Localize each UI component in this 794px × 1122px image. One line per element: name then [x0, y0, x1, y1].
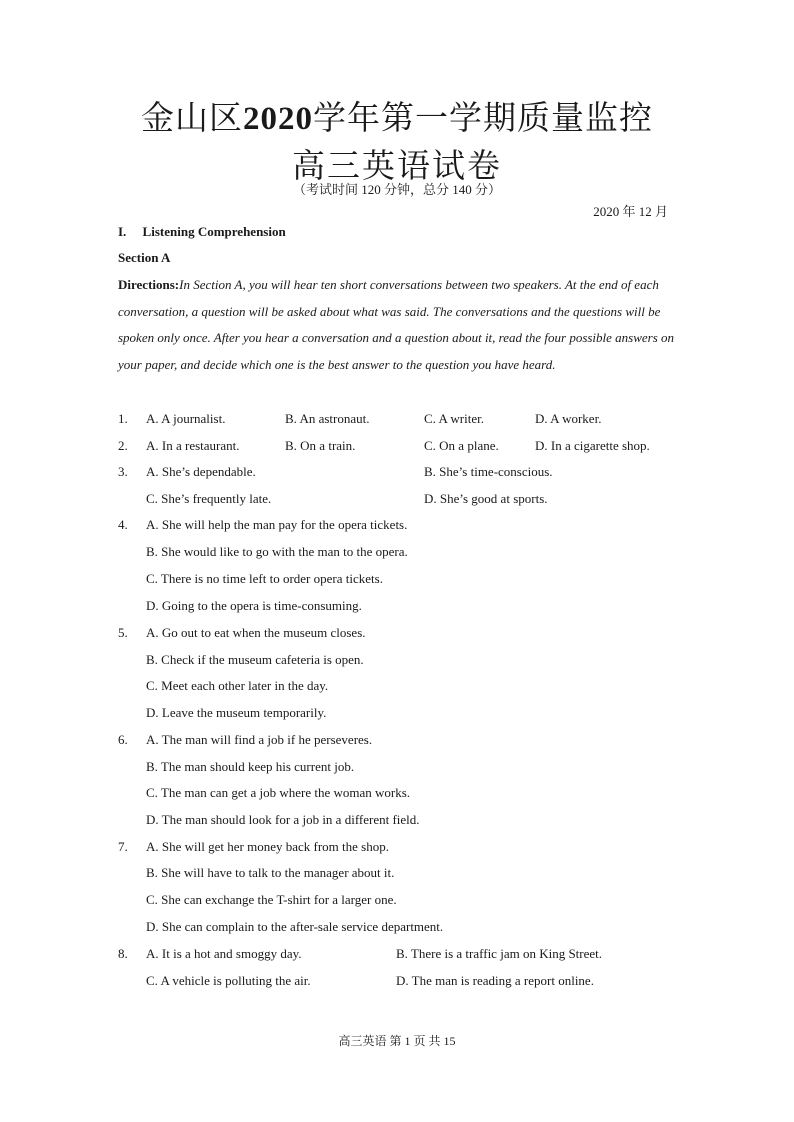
- directions: [118, 272, 678, 378]
- title-term: 学年第一学期质量监控: [313, 98, 653, 137]
- option-d: D. The man is reading a report online.: [396, 973, 594, 988]
- option-a: A. Go out to eat when the museum closes.: [146, 625, 366, 640]
- section-heading: Section A: [118, 250, 171, 265]
- option-d: D. Leave the museum temporarily.: [146, 705, 327, 720]
- option-a: A. She will help the man pay for the opera tickets.: [146, 517, 408, 532]
- question-number: 2.: [118, 438, 128, 453]
- option-c: C. A vehicle is polluting the air.: [146, 973, 311, 988]
- question-number: 7.: [118, 839, 128, 854]
- exam-date: 2020 年 12 月: [593, 204, 668, 219]
- option-a: A. A journalist.: [146, 411, 226, 426]
- part-heading: I. Listening Comprehension: [118, 224, 286, 239]
- directions-label: Directions:: [118, 277, 180, 292]
- option-b: B. Check if the museum cafeteria is open.: [146, 652, 364, 667]
- title-district: 金山区: [141, 98, 243, 137]
- question-number: 6.: [118, 732, 128, 747]
- option-c: C. She can exchange the T-shirt for a larger one.: [146, 892, 397, 907]
- option-b: B. The man should keep his current job.: [146, 759, 355, 774]
- option-b: B. She would like to go with the man to the opera.: [146, 544, 408, 559]
- option-b: B. An astronaut.: [285, 411, 370, 426]
- option-d: D. A worker.: [535, 411, 602, 426]
- option-b: B. She’s time-conscious.: [424, 464, 553, 479]
- option-a: A. She’s dependable.: [146, 464, 256, 479]
- option-d: D. Going to the opera is time-consuming.: [146, 598, 362, 613]
- page-footer: 高三英语 第 1 页 共 15: [338, 1034, 456, 1048]
- option-d: D. She’s good at sports.: [424, 491, 548, 506]
- directions-text: In Section A, you will hear ten short conversations between two speakers. At the end of each conversation, a question will be asked about what was said. The conversations and the questions will be spoken only once. After you hear a conversation and a question about it, read the four possible answers on your paper, and decide which one is the best answer to the question you have heard.: [118, 277, 675, 372]
- exam-title: [0, 92, 794, 139]
- title-year: 2020: [243, 101, 313, 137]
- option-b: B. There is a traffic jam on King Street.: [396, 946, 603, 961]
- option-a: A. In a restaurant.: [146, 438, 240, 453]
- option-c: C. She’s frequently late.: [146, 491, 272, 506]
- option-c: C. There is no time left to order opera tickets.: [146, 571, 383, 586]
- exam-subject-title: 高三英语试卷: [292, 146, 502, 185]
- exam-time-note: （考试时间 120 分钟，总分 140 分）: [292, 182, 501, 197]
- option-b: B. She will have to talk to the manager about it.: [146, 865, 395, 880]
- option-c: C. On a plane.: [424, 438, 499, 453]
- question-number: 1.: [118, 411, 128, 426]
- option-c: C. The man can get a job where the woman works.: [146, 785, 411, 800]
- option-c: C. A writer.: [424, 411, 484, 426]
- option-a: A. She will get her money back from the shop.: [146, 839, 389, 854]
- question-number: 4.: [118, 517, 128, 532]
- option-a: A. It is a hot and smoggy day.: [146, 946, 302, 961]
- question-number: 5.: [118, 625, 128, 640]
- question-number: 3.: [118, 464, 128, 479]
- option-d: D. In a cigarette shop.: [535, 438, 650, 453]
- option-d: D. She can complain to the after-sale service department.: [146, 919, 444, 934]
- option-c: C. Meet each other later in the day.: [146, 678, 329, 693]
- question-number: 8.: [118, 946, 128, 961]
- option-a: A. The man will find a job if he perseveres.: [146, 732, 373, 747]
- option-d: D. The man should look for a job in a different field.: [146, 812, 420, 827]
- option-b: B. On a train.: [285, 438, 356, 453]
